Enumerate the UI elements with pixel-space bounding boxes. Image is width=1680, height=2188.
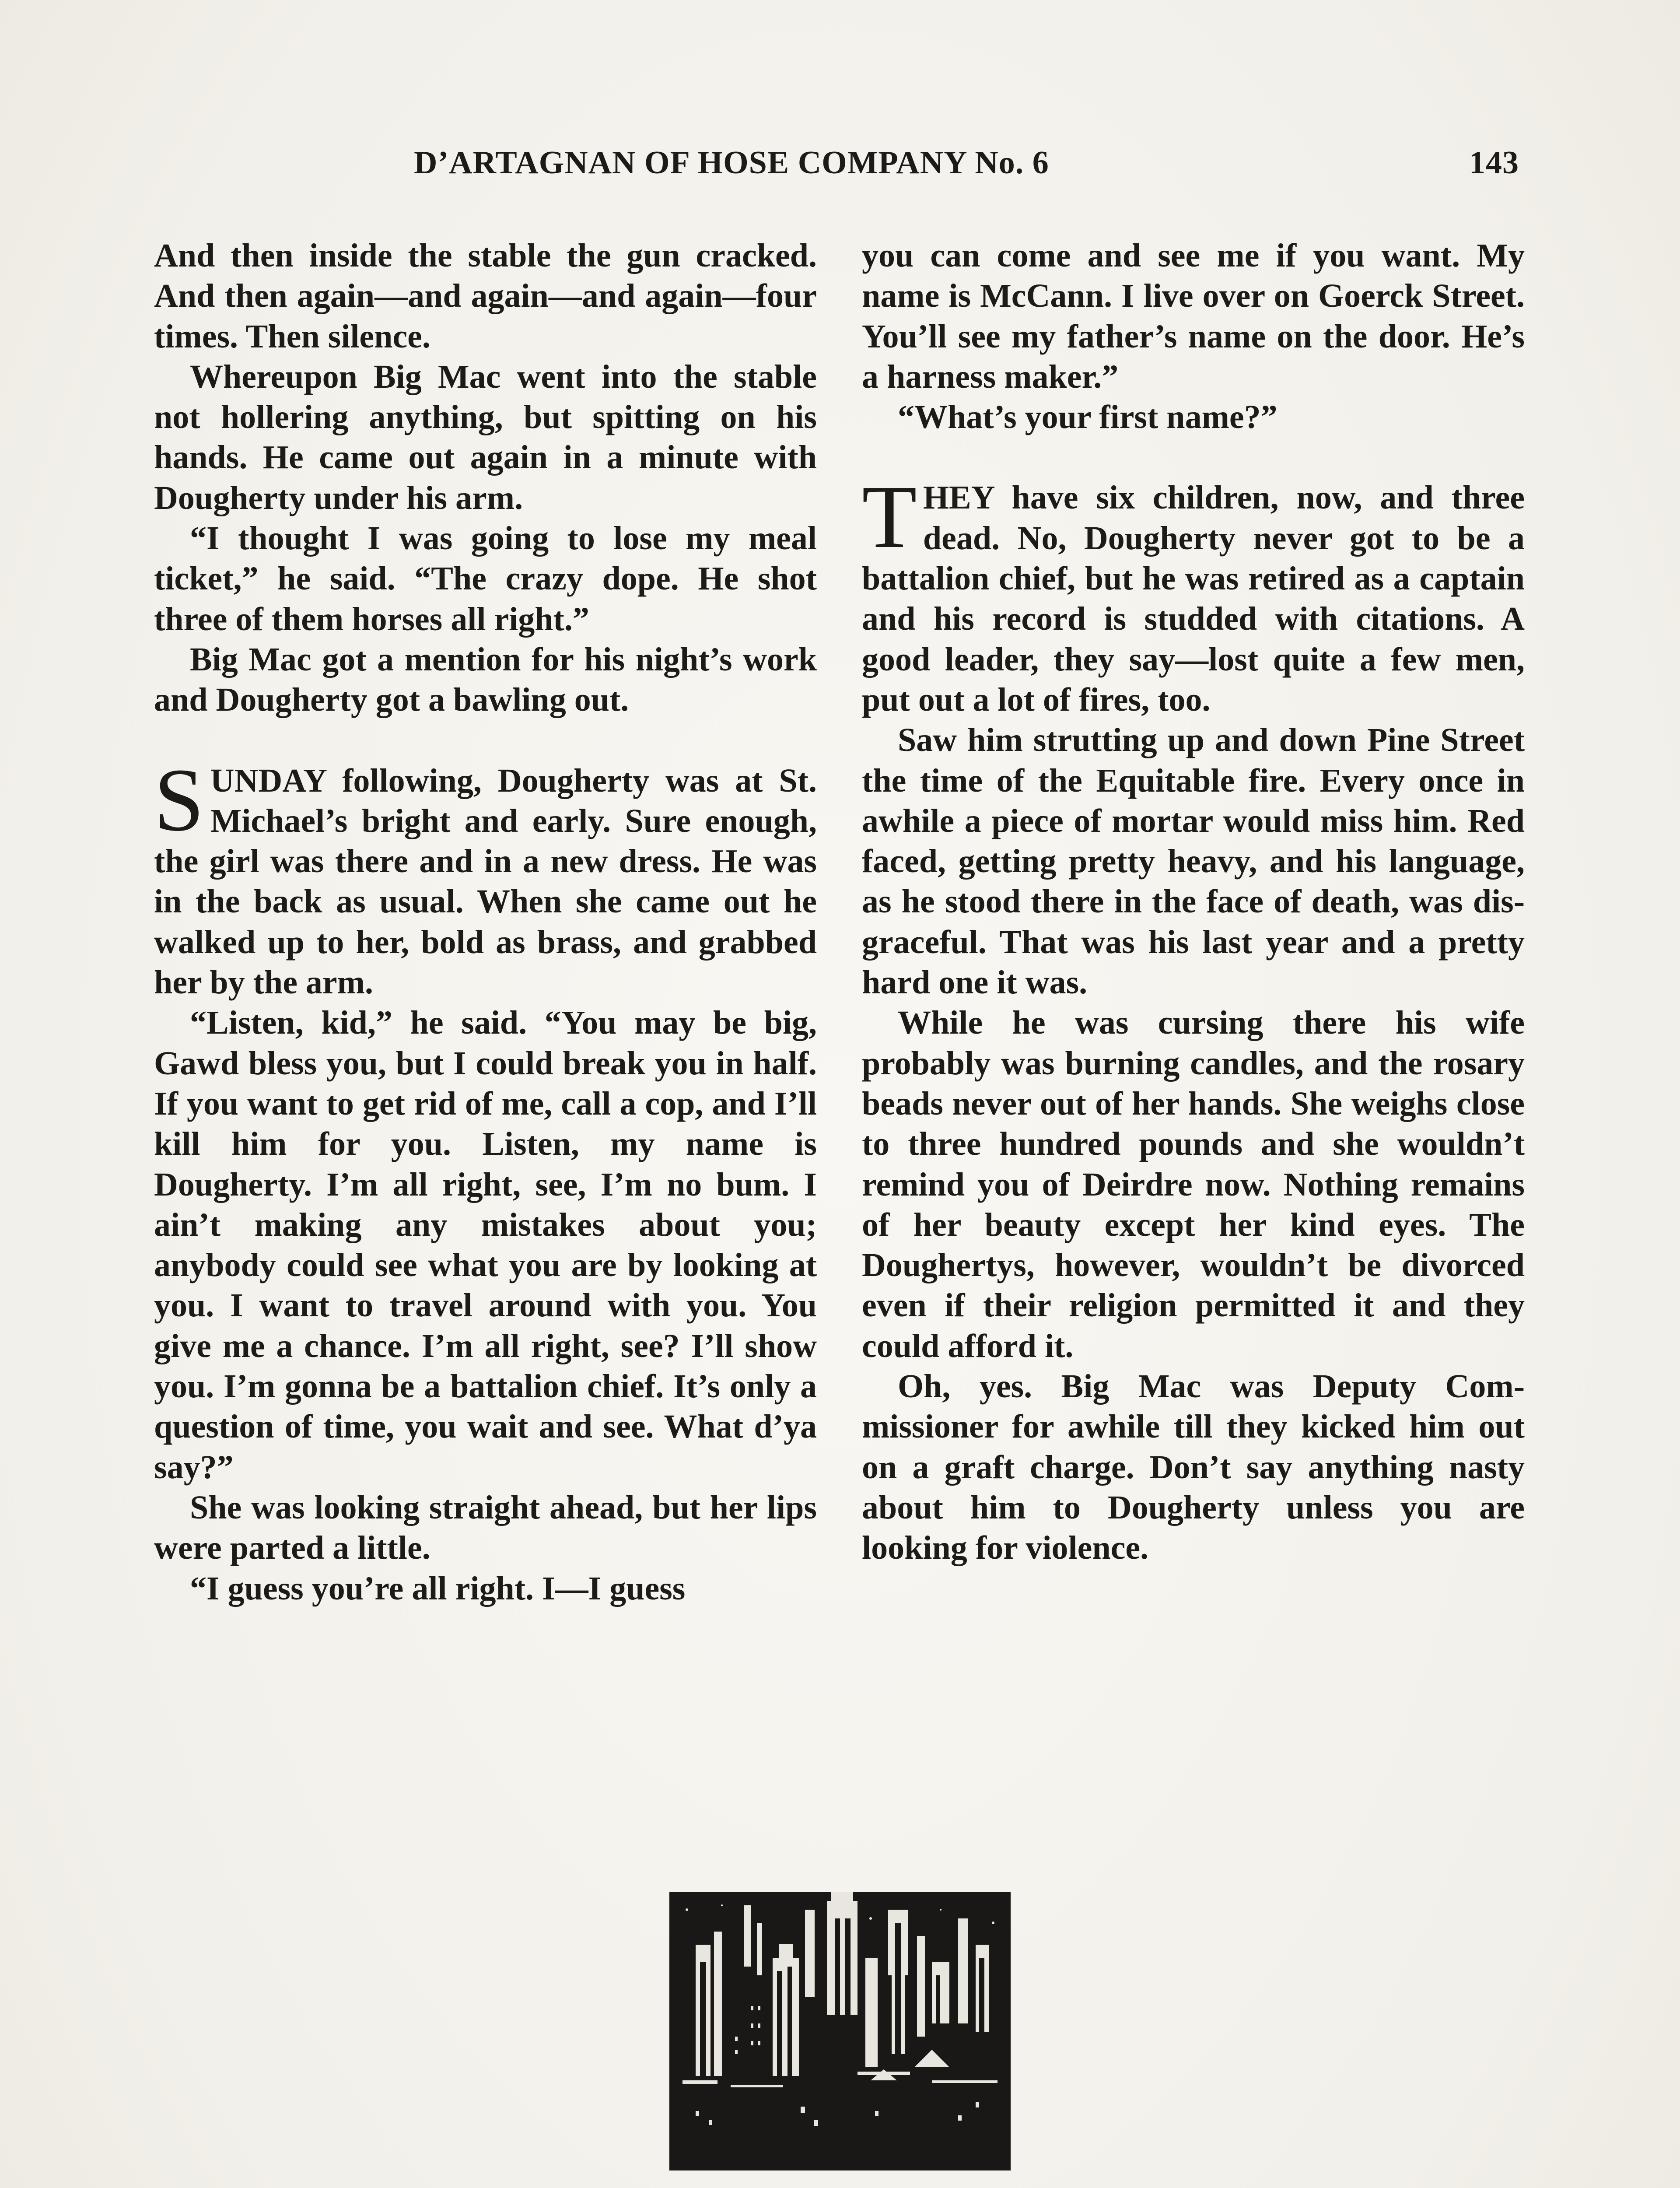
paragraph: While he was cursing there his wife probably was burning candles, and the rosary beads never out of her hands. She weighs close to three hundred pounds and she wouldn’t remind you of Deirdre now. Nothing remains of her beauty except her kind eyes. The Doughertys, however, wouldn’t be divorced even if their religion permitted it and they could afford it. (862, 1004, 1525, 1364)
paragraph: Saw him strutting up and down Pine Street the time of the Equitable fire. Every once in awhile a piece of mortar would miss him. Red faced, getting pretty heavy, and his language, as he stood there in the face of death, was disgraceful. That was his last year and a pretty hard one it was. (862, 722, 1525, 1001)
drop-cap: T (862, 466, 917, 567)
running-title: D’ARTAGNAN OF HOSE COMPANY No. 6 (414, 145, 1049, 181)
paragraph-text: UNDAY following, Dougherty was at St. Michael’s bright and early. Sure enough, the girl was there and in a new dress. He was in the back as usual. When she came out he walked up to her, bold as brass, and grabbed her by the arm. (154, 762, 817, 1001)
page-number: 143 (1469, 145, 1519, 181)
paragraph: “I thought I was going to lose my meal ticket,” he said. “The crazy dope. He shot three of them horses all right.” (154, 520, 817, 638)
paragraph: Whereupon Big Mac went into the stable not hollering anything, but spitting on his hands. He came out again in a minute with Dougherty under his arm. (154, 358, 817, 516)
right-column (862, 235, 1525, 1568)
running-head (154, 144, 1519, 197)
paragraph-text: HEY have six children, now, and three dead. No, Dougherty never got to be a battalion chief, but he was retired as a captain and his record is studded with citations. A good leader, they say—lost quite a few men, put out a lot of fires, too. (862, 479, 1525, 718)
paragraph: Big Mac got a mention for his night’s work and Dougherty got a bawling out. (154, 641, 817, 719)
city-skyline-woodcut-icon (669, 1892, 1011, 2170)
left-column (154, 235, 817, 1609)
paragraph: “What’s your first name?” (898, 399, 1278, 436)
drop-cap: S (154, 749, 204, 850)
paragraph: She was looking straight ahead, but her lips were parted a little. (154, 1489, 817, 1567)
paragraph: you can come and see me if you want. My name is McCann. I live over on Goerck Street. You’ll see my father’s name on the door. He’s a harness maker.” (862, 237, 1525, 395)
paragraph: And then inside the stable the gun cracked. And then again—and again—and again—four times. Then silence. (154, 237, 817, 355)
paragraph: “I guess you’re all right. I—I guess (190, 1570, 686, 1607)
paragraph: “Listen, kid,” he said. “You may be big, Gawd bless you, but I could break you in half. If you want to get rid of me, call a cop, and I’ll kill him for you. Listen, my name is Dougherty. I’m all right, see, I’m no bum. I ain’t making any mistakes about you; anybody could see what you are by looking at you. I want to travel around with you. You give me a chance. I’m all right, see? I’ll show you. I’m gonna be a battalion chief. It’s only a question of time, you wait and see. What d’ya say?” (154, 1004, 817, 1486)
section-paragraph (154, 749, 817, 1003)
paragraph: Oh, yes. Big Mac was Deputy Commissioner for awhile till they kicked him out on a graft charge. Don’t say anything nasty about him to Dougherty unless you are looking for violence. (862, 1368, 1525, 1567)
section-paragraph (862, 466, 1525, 720)
